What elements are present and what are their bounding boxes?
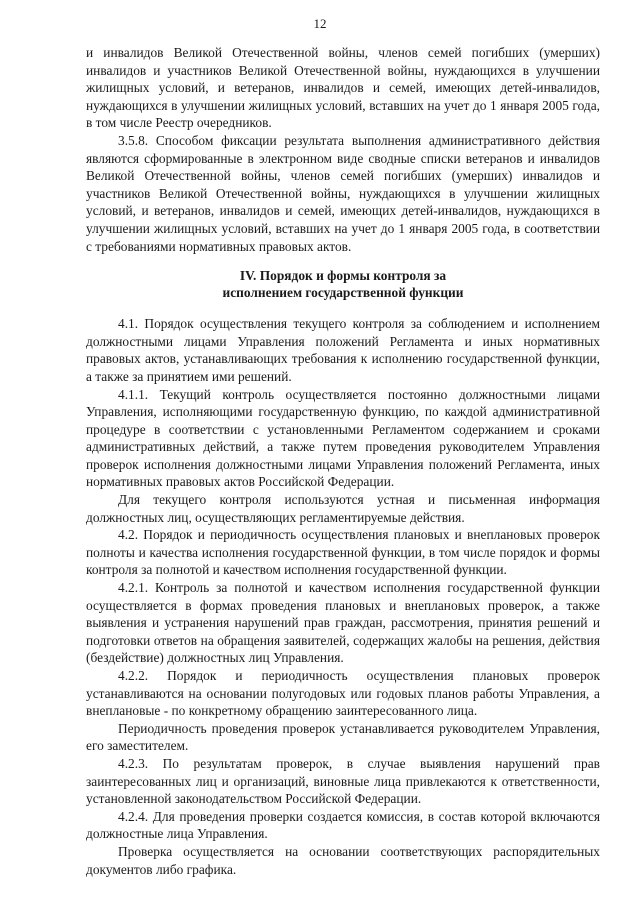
page-number: 12 — [313, 16, 327, 31]
paragraph-periodicity: Периодичность проведения проверок устанавливается руководителем Управления, его заместителем. — [86, 720, 600, 754]
paragraph-4-2-4: 4.2.4. Для проведения проверки создается комиссия, в состав которой включаются должностные лица Управления. — [86, 808, 600, 842]
paragraph-inspection-basis: Проверка осуществляется на основании соответствующих распорядительных документов либо графика. — [86, 843, 600, 877]
paragraph-continuation: и инвалидов Великой Отечественной войны, членов семей погибших (умерших) инвалидов и участников Великой Отечественной войны, нуждающихся в улучшении жилищных условий, и ветеранов, инвалидов и семей, имеющих детей-инвалидов, нуждающихся в улучшении жилищных условий, вставших на учет до 1 января 2005 года, в том числе Реестр очередников. — [86, 45, 600, 131]
section-heading-line-1: IV. Порядок и формы контроля за — [239, 268, 447, 284]
paragraph-4-1-1: 4.1.1. Текущий контроль осуществляется постоянно должностными лицами Управления, исполняющими государственную функцию, по каждой административной процедуре в соответствии с установленными Регламентом содержанием и сроками административных действий, а также путем проведения руководителем Управления проверок исполнения должностными лицами Управления положений Регламента, иных нормативных правовых актов Российской Федерации. — [86, 386, 600, 490]
section-heading — [86, 267, 600, 301]
section-heading-line-2: исполнением государственной функции — [222, 285, 464, 301]
paragraph-4-1: 4.1. Порядок осуществления текущего контроля за соблюдением и исполнением должностными лицами Управления положений Регламента и иных нормативных правовых актов, устанавливающих требования к исполнению государственной функции, а также за принятием ими решений. — [86, 316, 600, 384]
paragraph-4-2-1: 4.2.1. Контроль за полнотой и качеством исполнения государственной функции осуществляется в формах проведения плановых и внеплановых проверок, а также выявления и устранения нарушений прав граждан, рассмотрения, принятия решений и подготовки ответов на обращения заявителей, содержащих жалобы на решения, действия (бездействие) должностных лиц Управления. — [86, 580, 600, 666]
paragraph-4-2: 4.2. Порядок и периодичность осуществления плановых и внеплановых проверок полноты и качества исполнения государственной функции, в том числе порядок и формы контроля за полнотой и качеством исполнения государственной функции. — [86, 527, 600, 578]
paragraph-current-control-info: Для текущего контроля используются устная и письменная информация должностных лиц, осуществляющих регламентируемые действия. — [86, 492, 600, 525]
paragraph-3-5-8: 3.5.8. Способом фиксации результата выполнения административного действия являются сформированные в электронном виде сводные списки ветеранов и инвалидов Великой Отечественной войны, членов семей погибших (умерших) инвалидов и участников Великой Отечественной войны, нуждающихся в улучшении жилищных условий, и ветеранов, инвалидов и семей, имеющих детей-инвалидов, нуждающихся в улучшении жилищных условий, вставших на учет до 1 января 2005 года, в соответствии с требованиями нормативных правовых актов. — [86, 132, 600, 254]
paragraph-4-2-2: 4.2.2. Порядок и периодичность осуществления плановых проверок устанавливаются на основании полугодовых или годовых планов работы Управления, а внеплановые - по конкретному обращению заинтересованного лица. — [86, 668, 600, 719]
document-body — [86, 44, 600, 878]
paragraph-4-2-3: 4.2.3. По результатам проверок, в случае выявления нарушений прав заинтересованных лиц и организаций, виновные лица привлекаются к ответственности, установленной законодательством Российской Федерации. — [86, 755, 600, 807]
